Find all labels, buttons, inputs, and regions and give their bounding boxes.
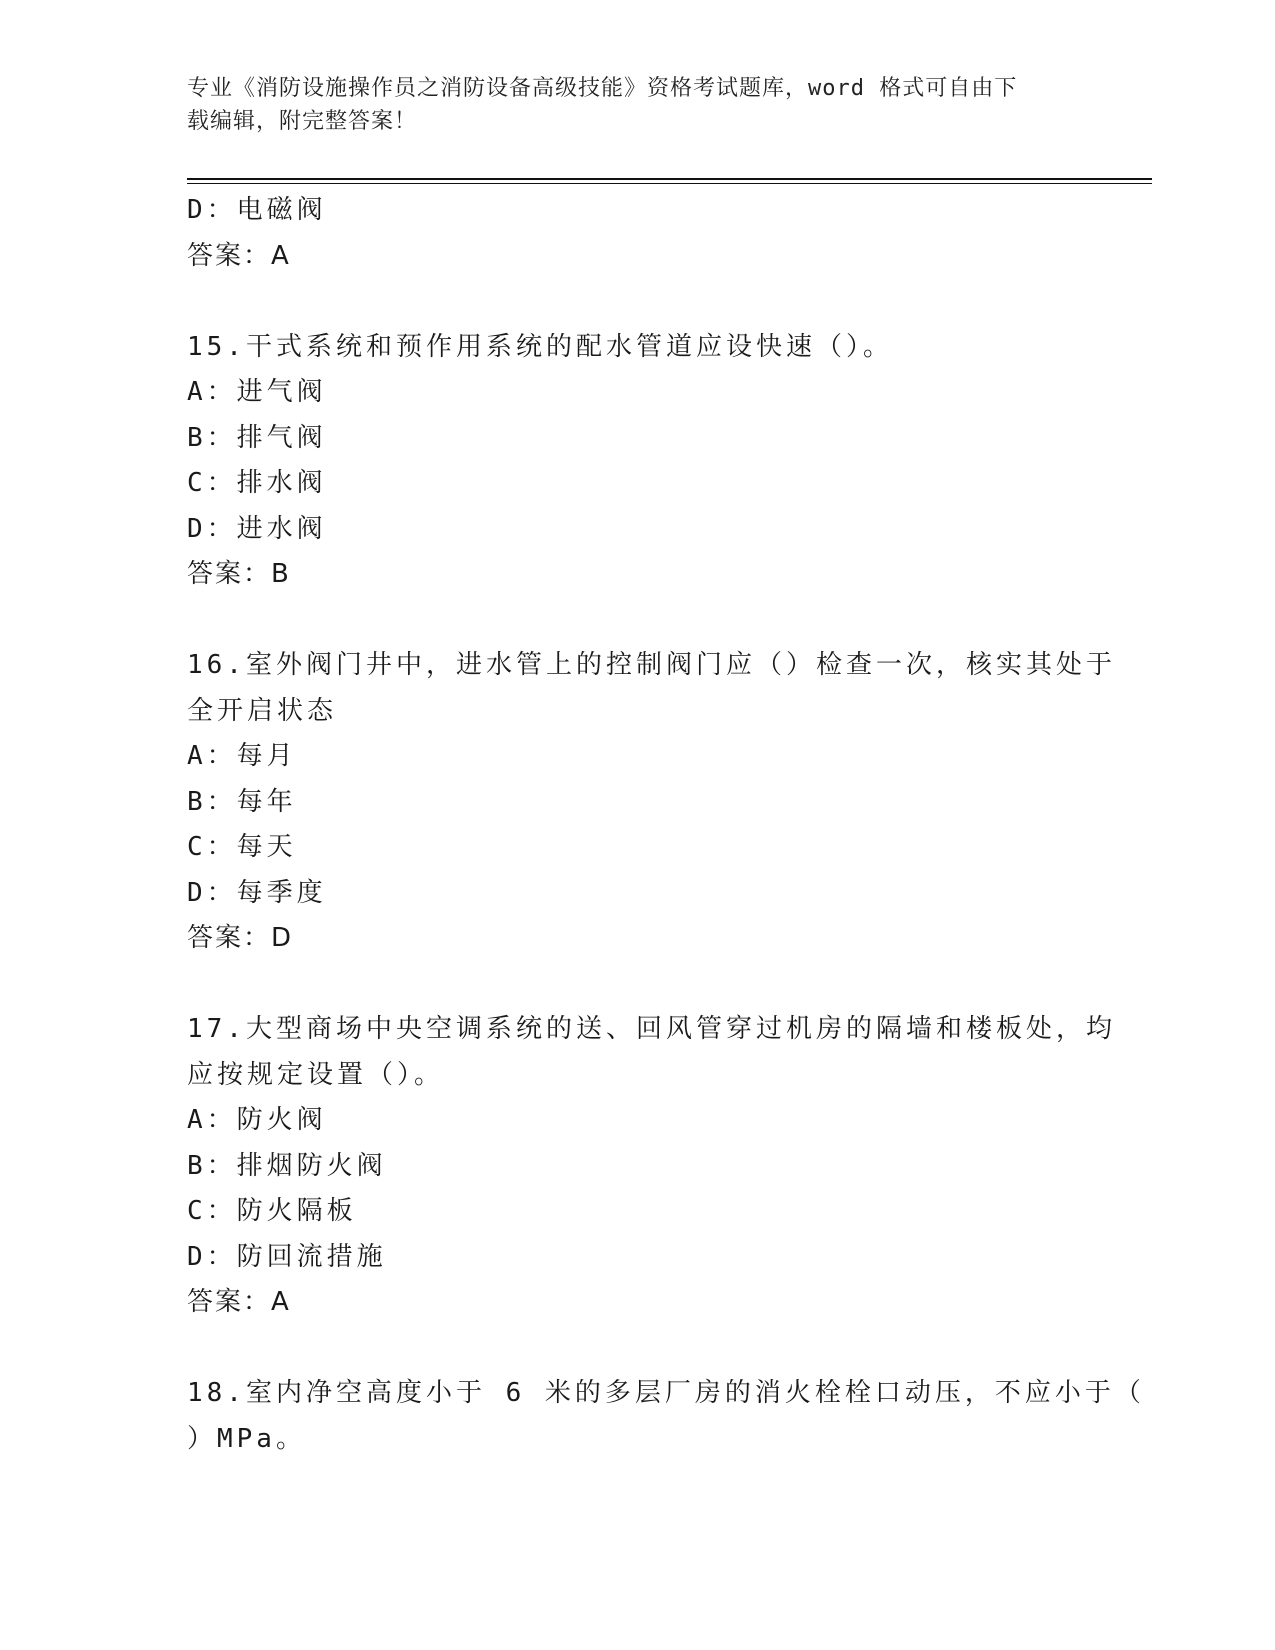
answer-line: 答案：D bbox=[187, 923, 294, 953]
question-stem-continued: 应按规定设置（）。 bbox=[187, 1059, 445, 1090]
option-b: B：每年 bbox=[187, 786, 297, 817]
option-d: D：每季度 bbox=[187, 877, 327, 908]
question-stem: 17.大型商场中央空调系统的送、回风管穿过机房的隔墙和楼板处，均 bbox=[187, 1014, 1116, 1044]
answer-line: 答案：B bbox=[187, 559, 291, 589]
question-17 bbox=[187, 1007, 1116, 1326]
question-18 bbox=[187, 1371, 1145, 1462]
option-d: D：电磁阀 bbox=[187, 195, 327, 225]
option-a: A：每月 bbox=[187, 741, 297, 771]
spacer bbox=[187, 279, 1087, 325]
question-stem: 15.干式系统和预作用系统的配水管道应设快速（）。 bbox=[187, 331, 893, 362]
header-divider-thin bbox=[187, 183, 1152, 184]
option-a: A：防火阀 bbox=[187, 1105, 327, 1135]
question-15 bbox=[187, 325, 1087, 598]
option-d: D：进水阀 bbox=[187, 513, 327, 544]
header-divider bbox=[187, 178, 1152, 180]
answer-line: 答案：A bbox=[187, 1287, 291, 1317]
question-stem: 16.室外阀门井中，进水管上的控制阀门应（）检查一次，核实其处于 bbox=[187, 650, 1116, 680]
spacer bbox=[187, 1326, 1087, 1372]
question-stem: 18.室内净空高度小于 6 米的多层厂房的消火栓栓口动压，不应小于（ bbox=[187, 1378, 1145, 1408]
question-list bbox=[187, 188, 1145, 1462]
spacer bbox=[187, 598, 1087, 644]
option-b: B：排气阀 bbox=[187, 422, 327, 453]
header-line-2: 载编辑，附完整答案！ bbox=[187, 109, 418, 134]
question-stem-continued: 全开启状态 bbox=[187, 695, 338, 726]
option-a: A：进气阀 bbox=[187, 377, 327, 407]
answer-line: 答案：A bbox=[187, 240, 291, 271]
option-c: C：排水阀 bbox=[187, 468, 327, 498]
option-c: C：防火隔板 bbox=[187, 1196, 357, 1226]
option-c: C：每天 bbox=[187, 832, 297, 862]
document-header bbox=[187, 72, 1067, 138]
option-b: B：排烟防火阀 bbox=[187, 1150, 387, 1181]
question-16 bbox=[187, 643, 1116, 962]
question-stem-continued: ）MPa。 bbox=[187, 1423, 306, 1454]
spacer bbox=[187, 962, 1087, 1008]
option-d: D：防回流措施 bbox=[187, 1241, 387, 1272]
header-line-1: 专业《消防设施操作员之消防设备高级技能》资格考试题库，word 格式可自由下 bbox=[187, 76, 1018, 101]
